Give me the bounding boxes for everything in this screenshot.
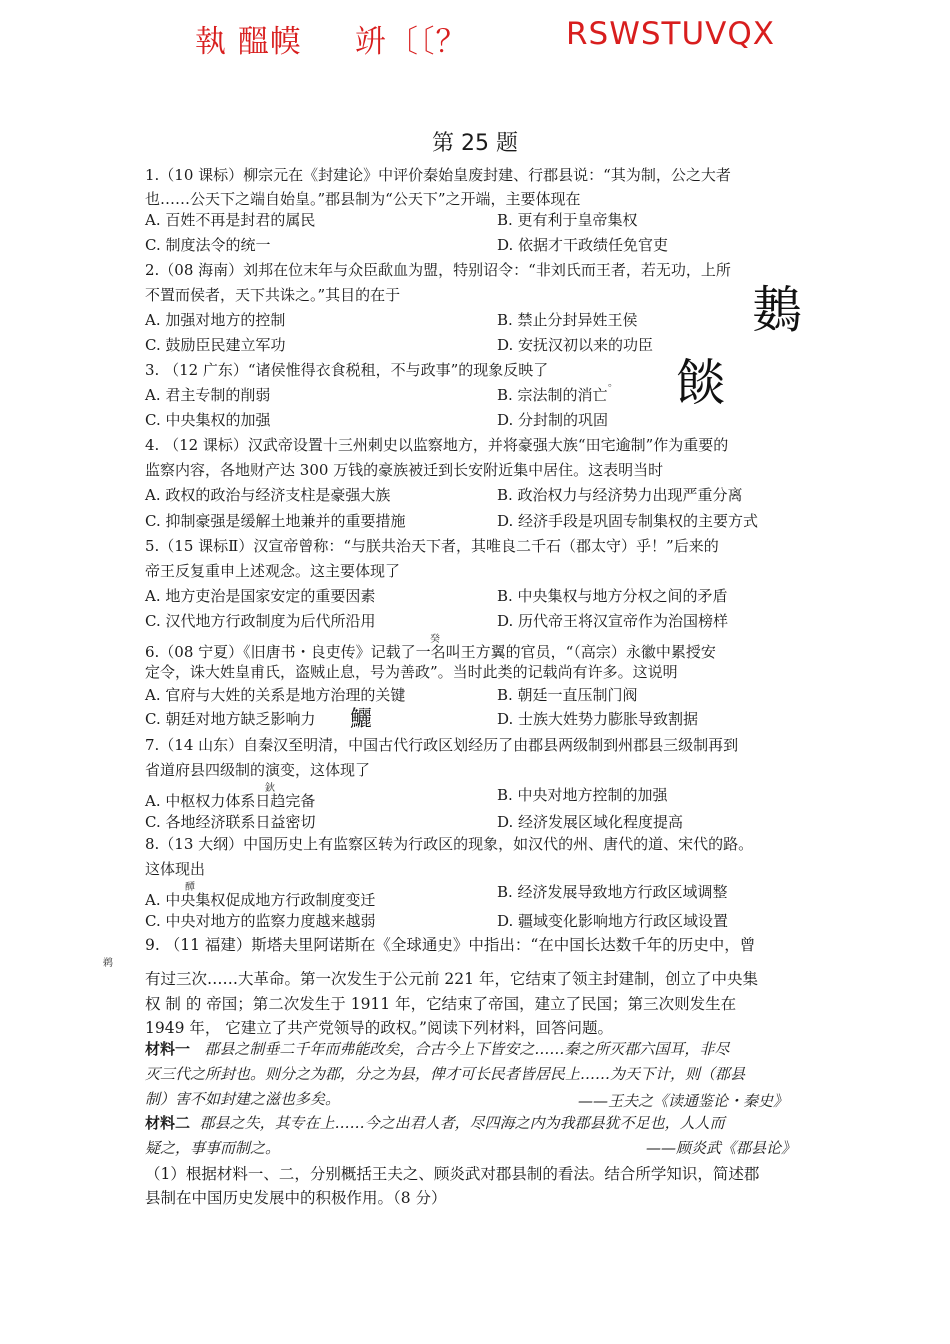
material-2-line1 bbox=[145, 1112, 725, 1133]
material-2-source: ——顾炎武《郡县论》 bbox=[646, 1139, 797, 1157]
stray-glyph-3: 鱺 bbox=[350, 707, 373, 732]
q2-stem-line2: 不置而侯者，天下共诛之。”其目的在于 bbox=[145, 286, 401, 304]
material-1-line2: 灭三代之所封也。则分之为郡，分之为县，俾才可长民者皆居民上……为天下计，则（郡县 bbox=[145, 1065, 746, 1083]
stray-mark-5: 鹈 bbox=[103, 958, 113, 969]
q6-option-c: C. 朝廷对地方缺乏影响力 bbox=[145, 710, 316, 728]
q3-stem-line1: 3. （12 广东）“诸侯惟得衣食税租，不与政事”的现象反映了 bbox=[145, 361, 549, 379]
page-title: 第 25 题 bbox=[432, 131, 518, 156]
stray-glyph-2: 餤 bbox=[676, 354, 726, 412]
q9-sub1-line2: 县制在中国历史发展中的积极作用。（8 分） bbox=[145, 1189, 447, 1207]
q7-option-d: D. 经济发展区域化程度提高 bbox=[497, 813, 684, 831]
q2-option-c: C. 鼓励臣民建立军功 bbox=[145, 336, 286, 354]
q5-option-b: B. 中央集权与地方分权之间的矛盾 bbox=[497, 587, 728, 605]
q9-sub1-line1: （1）根据材料一、二，分别概括王夫之、顾炎武对郡县制的看法。结合所学知识，简述郡 bbox=[145, 1165, 760, 1183]
stray-mark-2: 癸 bbox=[430, 634, 440, 645]
q7-option-a: A. 中枢权力体系日趋完备 bbox=[145, 792, 316, 810]
q8-option-c: C. 中央对地方的监察力度越来越弱 bbox=[145, 912, 376, 930]
q8-option-d: D. 疆域变化影响地方行政区域设置 bbox=[497, 912, 729, 930]
material-1-text1: 郡县之制垂二千年而弗能改矣，合古今上下皆安之……秦之所灭郡六国耳，非尽 bbox=[204, 1040, 730, 1058]
q2-option-d: D. 安抚汉初以来的功臣 bbox=[497, 336, 654, 354]
q4-stem-line2: 监察内容，各地财产达 300 万钱的豪族被迁到长安附近集中居住。这表明当时 bbox=[145, 461, 664, 479]
q9-stem-line3: 权 制 的 帝国；第二次发生于 1911 年，它结束了帝国，建立了民国；第三次则发生在 bbox=[145, 995, 737, 1013]
q2-option-b: B. 禁止分封异姓王侯 bbox=[497, 311, 638, 329]
material-2-label: 材料二 bbox=[145, 1114, 191, 1132]
q4-option-c: C. 抑制豪强是缓解土地兼并的重要措施 bbox=[145, 512, 406, 530]
q6-option-d: D. 士族大姓势力膨胀导致割据 bbox=[497, 710, 699, 728]
material-2-text1: 郡县之失，其专在上……今之出君人者，尽四海之内为我郡县犹不足也，人人而 bbox=[199, 1114, 725, 1132]
q9-stem-line2: 有过三次……大革命。第一次发生于公元前 221 年，它结束了领主封建制，创立了中央集 bbox=[145, 970, 758, 988]
material-1-source: ——王夫之《读通鉴论・秦史》 bbox=[578, 1092, 789, 1110]
q5-option-c: C. 汉代地方行政制度为后代所沿用 bbox=[145, 612, 376, 630]
material-1-label: 材料一 bbox=[145, 1040, 191, 1058]
q8-option-b: B. 经济发展导致地方行政区域调整 bbox=[497, 883, 728, 901]
q6-stem-line2: 定令，诛大姓皇甫氏，盗贼止息，号为善政”。当时此类的记载尚有许多。这说明 bbox=[145, 663, 678, 681]
q3-option-b: B. 宗法制的消亡 bbox=[497, 386, 608, 404]
q9-stem-line1: 9. （11 福建）斯塔夫里阿诺斯在《全球通史》中指出：“在中国长达数千年的历史中，曾 bbox=[145, 936, 756, 954]
q5-stem-line2: 帝王反复重申上述观念。这主要体现了 bbox=[145, 562, 401, 580]
q9-stem-line4: 1949 年， 它建立了共产党领导的政权。”阅读下列材料，回答问题。 bbox=[145, 1019, 613, 1037]
q5-stem-line1: 5.（15 课标Ⅱ）汉宣帝曾称：“与朕共治天下者，其唯良二千石（郡太守）乎！”后来的 bbox=[145, 537, 719, 555]
q1-stem-line2: 也……公天下之端自始皇。”郡县制为“公天下”之开端，主要体现在 bbox=[145, 190, 581, 208]
q1-stem-line1: 1.（10 课标）柳宗元在《封建论》中评价秦始皇废封建、行郡县说：“其为制，公之大者 bbox=[145, 166, 731, 184]
stray-mark-3: 鈥 bbox=[265, 783, 275, 794]
q2-option-a: A. 加强对地方的控制 bbox=[145, 311, 286, 329]
q8-option-a: A. 中央集权促成地方行政制度变迁 bbox=[145, 891, 376, 909]
banner-text-1: 執 醞幙 bbox=[195, 24, 302, 60]
q8-stem-line1: 8.（13 大纲）中国历史上有监察区转为行政区的现象，如汉代的州、唐代的道、宋代的路。 bbox=[145, 835, 754, 853]
q3-option-d: D. 分封制的巩固 bbox=[497, 411, 609, 429]
q1-option-d: D. 依据才干政绩任免官吏 bbox=[497, 236, 669, 254]
q7-stem-line2: 省道府县四级制的演变，这体现了 bbox=[145, 761, 371, 779]
q7-stem-line1: 7.（14 山东）自秦汉至明清，中国古代行政区划经历了由郡县两级制到州郡县三级制再到 bbox=[145, 736, 739, 754]
q1-option-b: B. 更有利于皇帝集权 bbox=[497, 211, 638, 229]
stray-mark-1: 。 bbox=[608, 378, 618, 389]
q1-option-a: A. 百姓不再是封君的属民 bbox=[145, 211, 316, 229]
q7-option-c: C. 各地经济联系日益密切 bbox=[145, 813, 316, 831]
q2-stem-line1: 2.（08 海南）刘邦在位末年与众臣歃血为盟，特别诏令：“非刘氏而王者，若无功，上所 bbox=[145, 261, 731, 279]
q8-stem-line2: 这体现出 bbox=[145, 860, 206, 878]
stray-mark-4: 醰 bbox=[185, 882, 195, 893]
q6-option-b: B. 朝廷一直压制门阀 bbox=[497, 686, 638, 704]
q5-option-d: D. 历代帝王将汉宣帝作为治国榜样 bbox=[497, 612, 729, 630]
q1-option-c: C. 制度法令的统一 bbox=[145, 236, 271, 254]
material-1-line1 bbox=[145, 1038, 729, 1059]
q3-option-c: C. 中央集权的加强 bbox=[145, 411, 271, 429]
q4-option-d: D. 经济手段是巩固专制集权的主要方式 bbox=[497, 512, 759, 530]
material-2-line2: 疑之，事事而制之。 bbox=[145, 1139, 281, 1157]
q5-option-a: A. 地方吏治是国家安定的重要因素 bbox=[145, 587, 376, 605]
q6-stem-line1: 6.（08 宁夏）《旧唐书・良吏传》记载了一名叫王方翼的官员，“（高宗）永徽中累授安 bbox=[145, 643, 716, 661]
q6-option-a: A. 官府与大姓的关系是地方治理的关键 bbox=[145, 686, 406, 704]
banner-text-2: 竔〔〔？ bbox=[355, 24, 468, 60]
q4-option-b: B. 政治权力与经济势力出现严重分离 bbox=[497, 486, 743, 504]
q4-stem-line1: 4. （12 课标）汉武帝设置十三州刺史以监察地方，并将豪强大族“田宅逾制”作为重要的 bbox=[145, 436, 729, 454]
q7-option-b: B. 中央对地方控制的加强 bbox=[497, 786, 668, 804]
q4-option-a: A. 政权的政治与经济支柱是豪强大族 bbox=[145, 486, 391, 504]
banner-text-3: RSWSTUVQX bbox=[566, 16, 776, 52]
material-1-line3: 制）害不如封建之滋也多矣。 bbox=[145, 1090, 341, 1108]
q3-option-a: A. 君主专制的削弱 bbox=[145, 386, 271, 404]
stray-glyph-1: 鶈 bbox=[752, 281, 802, 339]
